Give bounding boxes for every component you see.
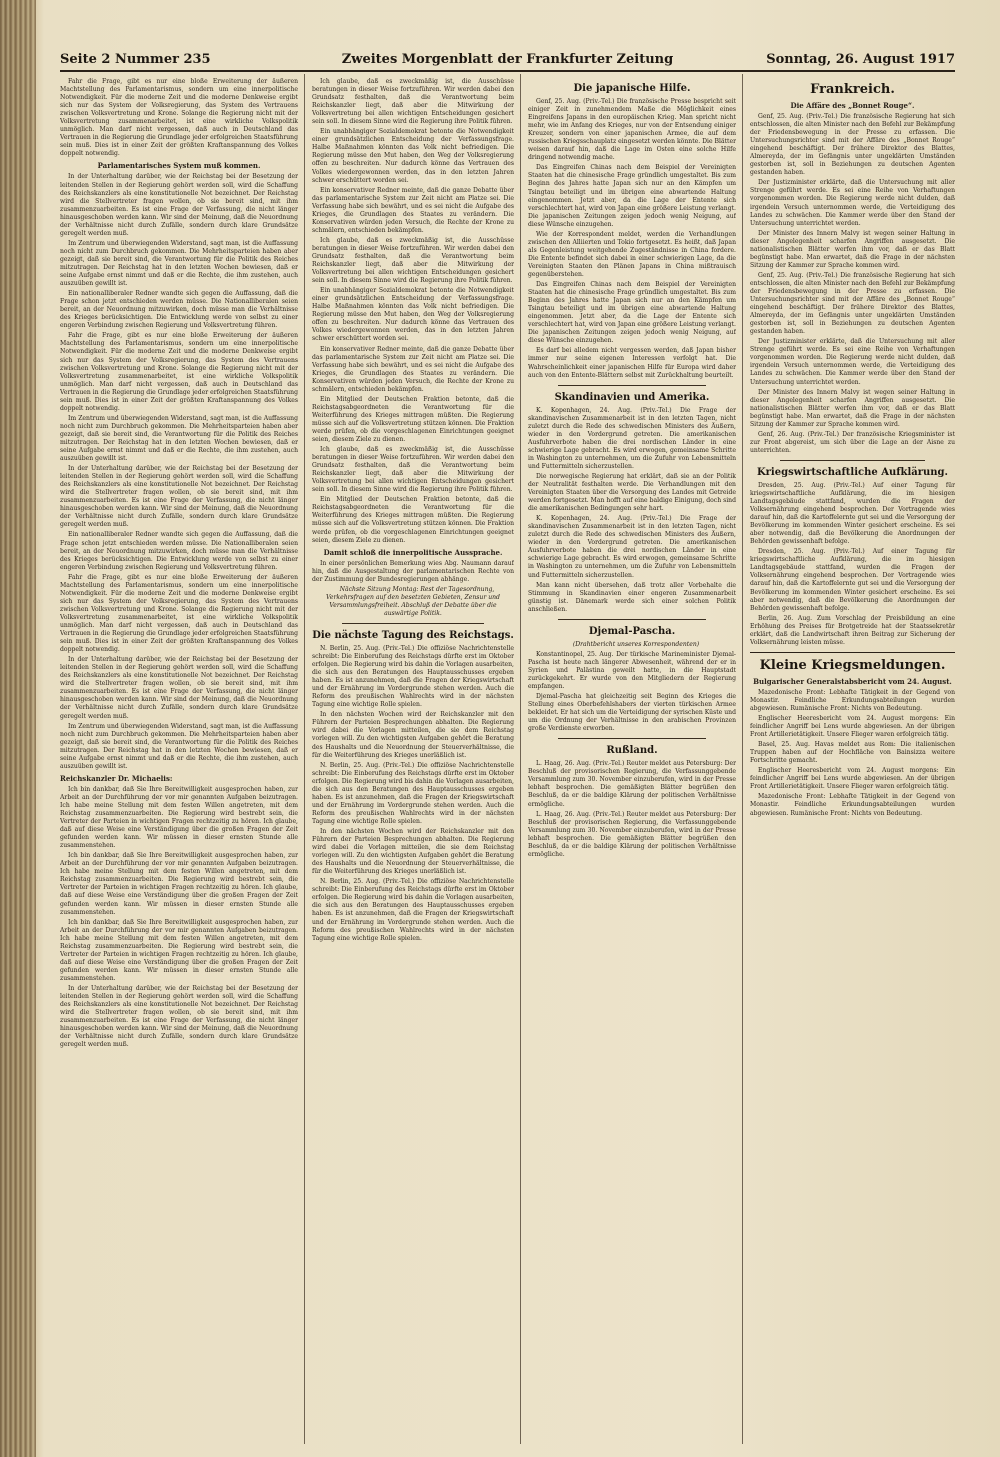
article-paragraph: Ein konservativer Redner meinte, daß die ganze Debatte über das parlamentarische System zur Zeit nicht am Platze sei. Die Verfassung habe sich bewährt, und es sei nicht die Aufgabe des Krieges, die Grundlagen des Staates zu verändern. Die Konservativen würden jeden Versuch, die Rechte der Krone zu schmälern, entschieden bekämpfen. (312, 345, 514, 393)
section-heading: Damit schloß die innerpolitische Aussprache. (323, 547, 503, 557)
column-4 (750, 78, 955, 1438)
article-paragraph: Ein nationalliberaler Redner wandte sich gegen die Auffassung, daß die Frage schon jetzt entschieden werden müsse. Die Nationalliberalen seien bereit, an der Neuordnung mitzuwirken, doch müsse man die Verhältnisse des Krieges berücksichtigen. Die Entwicklung werde von selbst zu einer engeren Verbindung zwischen Regierung und Volksvertretung führen. (60, 290, 298, 330)
newspaper-title: Zweites Morgenblatt der Frankfurter Zeitung (341, 52, 674, 67)
article-paragraph: L. Haag, 26. Aug. (Priv.-Tel.) Reuter meldet aus Petersburg: Der Beschluß der provisorischen Regierung, die Verfassunggebende Versammlung zum 30. November einzuberufen, wird in der Presse lebhaft besprochen. Die gemäßigten Blätter begrüßen den Beschluß, da er die baldige Klärung der politischen Verhältnisse ermögliche. (528, 760, 736, 808)
article-paragraph: K. Kopenhagen, 24. Aug. (Priv.-Tel.) Die Frage der skandinavischen Zusammenarbeit ist in den letzten Tagen, nicht zuletzt durch die Rede des schwedischen Ministers des Äußern, wieder in den Vordergrund getreten. Die amerikanischen Ausfuhrverbote haben die drei nordischen Länder in eine schwierige Lage gebracht. Es wird erwogen, gemeinsame Schritte in Washington zu unternehmen, um die Zufuhr von Lebensmitteln und Futtermitteln sicherzustellen. (528, 515, 736, 579)
article-paragraph: Das Eingreifen Chinas nach dem Beispiel der Vereinigten Staaten hat die chinesische Frage gründlich umgestaltet. Bis zum Beginn des Jahres hatte Japan sich nur an den Kämpfen um Tsingtau beteiligt und im übrigen eine abwartende Haltung eingenommen. Jetzt aber, da die Lage der Entente sich verschlechtert hat, wird von Japan eine größere Leistung verlangt. Die japanischen Zeitungen zeigen jedoch wenig Neigung, auf diese Wünsche einzugehen. (528, 164, 736, 228)
article-paragraph: Fahr die Frage, gibt es nur eine bloße Erweiterung der äußeren Machtstellung des Parlamentarismus, sondern um eine innerpolitische Notwendigkeit. Für die moderne Zeit und die moderne Denkweise ergibt sich nur das System der Volksregierung, das System des Vertrauens zwischen Volksvertretung und Krone. Solange die Regierung nicht mit der Volksvertretung zusammenarbeitet, ist eine wirkliche Volkspolitik unmöglich. Man darf nicht vergessen, daß auch in Deutschland das Vertrauen in die Regierung die Grundlage jeder erfolgreichen Staatsführung sein muß. Dies ist in einer Zeit der größten Kraftanspannung des Volkes doppelt notwendig. (60, 332, 298, 412)
article-paragraph: In der Unterhaltung darüber, wie der Reichstag bei der Besetzung der leitenden Stellen in der Regierung gehört werden soll, wird die Schaffung des Reichskanzlers als eine konstitutionelle Not bezeichnet. Der Reichstag wird die Stellvertreter fragen wollen, ob sie bereit sind, mit ihm zusammenzuarbeiten. Es ist eine Frage der Verfassung, die nicht länger hinausgeschoben werden kann. Wir sind der Meinung, daß die Neuordnung der Verhältnisse nicht durch Zufälle, sondern durch klare Grundsätze geregelt werden muß. (60, 173, 298, 237)
article-paragraph: Ein unabhängiger Sozialdemokrat betonte die Notwendigkeit einer grundsätzlichen Entscheidung der Verfassungsfrage. Halbe Maßnahmen könnten das Volk nicht befriedigen. Die Regierung müsse den Mut haben, den Weg der Volksregierung offen zu beschreiten. Nur dadurch könne das Vertrauen des Volkes wiedergewonnen werden, das in den letzten Jahren schwer erschüttert worden sei. (312, 128, 514, 184)
section-heading: Parlamentarisches System muß kommen. (97, 161, 261, 171)
section-headline: Frankreich. (810, 82, 895, 97)
article-paragraph: Englischer Heeresbericht vom 24. August morgens: Ein feindlicher Angriff bei Lens wurde abgewiesen. An der übrigen Front Artillerietätigkeit. Unsere Flieger waren erfolgreich tätig. (750, 715, 955, 739)
article-paragraph: Die norwegische Regierung hat erklärt, daß sie an der Politik der Neutralität festhalten werde. Die Verhandlungen mit den Vereinigten Staaten über die Versorgung des Landes mit Getreide werden fortgesetzt. Man hofft auf eine baldige Einigung, doch sind die amerikanischen Bedingungen sehr hart. (528, 472, 736, 513)
article-paragraph: Ein konservativer Redner meinte, daß die ganze Debatte über das parlamentarische System zur Zeit nicht am Platze sei. Die Verfassung habe sich bewährt, und es sei nicht die Aufgabe des Krieges, die Grundlagen des Staates zu verändern. Die Konservativen würden jeden Versuch, die Rechte der Krone zu schmälern, entschieden bekämpfen. (312, 186, 514, 234)
article-paragraph: Ich glaube, daß es zweckmäßig ist, die Ausschüsse beratungen in dieser Weise fortzuführen. Wir werden dabei den Grundsatz festhalten, daß die Verantwortung beim Reichskanzler liegt, daß aber die Mitwirkung der Volksvertretung bei allen wichtigen Entscheidungen gesichert sein soll. In diesem Sinne wird die Regierung ihre Politik führen. (312, 446, 514, 494)
article-paragraph: Der Justizminister erklärte, daß die Untersuchung mit aller Strenge geführt werde. Es sei eine Reihe von Verhaftungen vorgenommen worden. Die Regierung werde nicht dulden, daß irgendein Versuch unternommen werde, die Verteidigung des Landes zu schwächen. Die Kammer werde über den Stand der Untersuchung unterrichtet werden. (750, 338, 955, 386)
article-paragraph: Ich glaube, daß es zweckmäßig ist, die Ausschüsse beratungen in dieser Weise fortzuführen. Wir werden dabei den Grundsatz festhalten, daß die Verantwortung beim Reichskanzler liegt, daß aber die Mitwirkung der Volksvertretung bei allen wichtigen Entscheidungen gesichert sein soll. In diesem Sinne wird die Regierung ihre Politik führen. (312, 78, 514, 126)
column-2 (312, 78, 514, 1438)
article-paragraph: Ein unabhängiger Sozialdemokrat betonte die Notwendigkeit einer grundsätzlichen Entscheidung der Verfassungsfrage. Halbe Maßnahmen könnten das Volk nicht befriedigen. Die Regierung müsse den Mut haben, den Weg der Volksregierung offen zu beschreiten. Nur dadurch könne das Vertrauen des Volkes wiedergewonnen werden, das in den letzten Jahren schwer erschüttert worden sei. (312, 287, 514, 343)
article-headline: Die Affäre des „Bonnet Rouge“. (790, 101, 915, 110)
article-paragraph: Fahr die Frage, gibt es nur eine bloße Erweiterung der äußeren Machtstellung des Parlamentarismus, sondern um eine innerpolitische Notwendigkeit. Für die moderne Zeit und die moderne Denkweise ergibt sich nur das System der Volksregierung, das System des Vertrauens zwischen Volksvertretung und Krone. Solange die Regierung nicht mit der Volksvertretung zusammenarbeitet, ist eine wirkliche Volkspolitik unmöglich. Man darf nicht vergessen, daß auch in Deutschland das Vertrauen in die Regierung die Grundlage jeder erfolgreichen Staatsführung sein muß. Dies ist in einer Zeit der größten Kraftanspannung des Volkes doppelt notwendig. (60, 573, 298, 654)
article-paragraph: Genf, 25. Aug. (Priv.-Tel.) Die französische Regierung hat sich entschlossen, die alten Minister nach den Befehl zur Bekämpfung der Friedensbewegung in der Presse zu erfassen. Die Untersuchungsrichter sind mit der Affäre des „Bonnet Rouge“ eingehend beschäftigt. Der frühere Direktor des Blattes, Almereyda, der im Gefängnis unter ungeklärten Umständen gestorben ist, soll in Beziehungen zu deutschen Agenten gestanden haben. (750, 271, 955, 336)
article-paragraph: Wie der Korrespondent meldet, werden die Verhandlungen zwischen den Alliierten und Tokio fortgesetzt. Es heißt, daß Japan als Gegenleistung weitgehende Zugeständnisse in China fordere. Die Entente befindet sich dabei in einer schwierigen Lage, da die Vereinigten Staaten den Plänen Japans in China mißtrauisch gegenüberstehen. (528, 230, 736, 278)
article-paragraph: Dresden, 25. Aug. (Priv.-Tel.) Auf einer Tagung für kriegswirtschaftliche Aufklärung, die im hiesigen Landtagsgebäude stattfand, wurden die Fragen der Volksernährung eingehend besprochen. Der Vortragende wies darauf hin, daß die Kartoffelernte gut sei und die Versorgung der Bevölkerung im kommenden Winter gesichert erscheine. Es sei aber notwendig, daß die Bevölkerung die Anordnungen der Behörden gewissenhaft befolge. (750, 548, 955, 612)
article-paragraph: Mazedonische Front: Lebhafte Tätigkeit in der Gegend von Monastir. Feindliche Erkundungsabteilungen wurden abgewiesen. Rumänische Front: Nichts von Bedeutung. (750, 688, 955, 712)
article-paragraph: N. Berlin, 25. Aug. (Priv.-Tel.) Die offiziöse Nachrichtenstelle schreibt: Die Einberufung des Reichstags dürfte erst im Oktober erfolgen. Die Regierung wird bis dahin die Vorlagen ausarbeiten, die sich aus den Beratungen des Hauptausschusses ergeben haben. Es ist anzunehmen, daß die Fragen der Kriegswirtschaft und der Ernährung im Vordergrunde stehen werden. Auch die Reform des preußischen Wahlrechts wird in der nächsten Tagung eine wichtige Rolle spielen. (312, 878, 514, 942)
article-paragraph: Ich bin dankbar, daß Sie Ihre Bereitwilligkeit ausgesprochen haben, zur Arbeit an der Durchführung der vor mir genannten Aufgaben beizutragen. Ich habe meine Stellung mit dem festen Willen angetreten, mit dem Reichstag zusammenzuarbeiten. Die Regierung wird bestrebt sein, die Vertreter der Parteien in wichtigen Fragen rechtzeitig zu hören. Ich glaube, daß auf diese Weise eine Verständigung über die großen Fragen der Zeit gefunden werden kann. Wir müssen in dieser ernsten Stunde alle zusammenstehen. (60, 852, 298, 916)
book-binding (0, 0, 36, 1457)
column-rule (520, 74, 521, 1444)
article-paragraph: Fahr die Frage, gibt es nur eine bloße Erweiterung der äußeren Machtstellung des Parlamentarismus, sondern um eine innerpolitische Notwendigkeit. Für die moderne Zeit und die moderne Denkweise ergibt sich nur das System der Volksregierung, das System des Vertrauens zwischen Volksvertretung und Krone. Solange die Regierung nicht mit der Volksvertretung zusammenarbeitet, ist eine wirkliche Volkspolitik unmöglich. Man darf nicht vergessen, daß auch in Deutschland das Vertrauen in die Regierung die Grundlage jeder erfolgreichen Staatsführung sein muß. Dies ist in einer Zeit der größten Kraftanspannung des Volkes doppelt notwendig. (60, 78, 298, 158)
session-notice: Nächste Sitzung Montag: Rest der Tagesordnung, Verkehrsfragen auf den besetzten Gebieten, Zensur und Versammlungsfreiheit. Abschluß der Debatte über die auswärtige Politik. (326, 585, 500, 617)
article-paragraph: Ein Mitglied der Deutschen Fraktion betonte, daß die Reichstagsabgeordneten die Verantwortung für die Weiterführung des Krieges mittragen müßten. Die Regierung müsse sich auf die Volksvertretung stützen können. Die Fraktion werde prüfen, ob die vorgeschlagenen Einrichtungen geeignet seien, diesem Ziele zu dienen. (312, 496, 514, 544)
article-paragraph: K. Kopenhagen, 24. Aug. (Priv.-Tel.) Die Frage der skandinavischen Zusammenarbeit ist in den letzten Tagen, nicht zuletzt durch die Rede des schwedischen Ministers des Äußern, wieder in den Vordergrund getreten. Die amerikanischen Ausfuhrverbote haben die drei nordischen Länder in eine schwierige Lage gebracht. Es wird erwogen, gemeinsame Schritte in Washington zu unternehmen, um die Zufuhr von Lebensmitteln und Futtermitteln sicherzustellen. (528, 406, 736, 470)
article-paragraph: Der Justizminister erklärte, daß die Untersuchung mit aller Strenge geführt werde. Es sei eine Reihe von Verhaftungen vorgenommen worden. Die Regierung werde nicht dulden, daß irgendein Versuch unternommen werde, die Verteidigung des Landes zu schwächen. Die Kammer werde über den Stand der Untersuchung unterrichtet werden. (750, 179, 955, 227)
article-paragraph: In den nächsten Wochen wird der Reichskanzler mit den Führern der Parteien Besprechungen abhalten. Die Regierung wird dabei die Vorlagen mitteilen, die sie dem Reichstag vorlegen will. Zu den wichtigsten Aufgaben gehört die Beratung des Haushalts und die Neuordnung der Steuerverhältnisse, die für die Weiterführung des Krieges unerläßlich ist. (312, 711, 514, 759)
article-paragraph: Englischer Heeresbericht vom 24. August morgens: Ein feindlicher Angriff bei Lens wurde abgewiesen. An der übrigen Front Artillerietätigkeit. Unsere Flieger waren erfolgreich tätig. (750, 767, 955, 791)
masthead (60, 52, 955, 72)
article-paragraph: Dresden, 25. Aug. (Priv.-Tel.) Auf einer Tagung für kriegswirtschaftliche Aufklärung, die im hiesigen Landtagsgebäude stattfand, wurden die Fragen der Volksernährung eingehend besprochen. Der Vortragende wies darauf hin, daß die Kartoffelernte gut sei und die Versorgung der Bevölkerung im kommenden Winter gesichert erscheine. Es sei aber notwendig, daß die Bevölkerung die Anordnungen der Behörden gewissenhaft befolge. (750, 481, 955, 546)
report-heading: Bulgarischer Generalstabsbericht vom 24. August. (753, 676, 952, 686)
article-paragraph: L. Haag, 26. Aug. (Priv.-Tel.) Reuter meldet aus Petersburg: Der Beschluß der provisorischen Regierung, die Verfassunggebende Versammlung zum 30. November einzuberufen, wird in der Presse lebhaft besprochen. Die gemäßigten Blätter begrüßen den Beschluß, da er die baldige Klärung der politischen Verhältnisse ermögliche. (528, 810, 736, 858)
article-paragraph: Ein nationalliberaler Redner wandte sich gegen die Auffassung, daß die Frage schon jetzt entschieden werden müsse. Die Nationalliberalen seien bereit, an der Neuordnung mitzuwirken, doch müsse man die Verhältnisse des Krieges berücksichtigen. Die Entwicklung werde von selbst zu einer engeren Verbindung zwischen Regierung und Volksvertretung führen. (60, 531, 298, 571)
article-paragraph: Konstantinopel, 25. Aug. Der türkische Marineminister Djemal-Pascha ist heute nach längerer Abwesenheit, während der er in Syrien und Palästina geweilt hatte, in die Hauptstadt zurückgekehrt. Er wurde von den Mitgliedern der Regierung empfangen. (528, 650, 736, 690)
column-rule (304, 74, 305, 1444)
article-paragraph: Genf, 25. Aug. (Priv.-Tel.) Die französische Presse bespricht seit einiger Zeit in zunehmendem Maße die Möglichkeit eines Eingreifens Japans in den europäischen Krieg. Man spricht nicht mehr, wie im Anfang des Krieges, nur von der Entsendung einiger Kreuzer, sondern von einer japanischen Armee, die auf dem russischen Kriegsschauplatz eingesetzt werden könnte. Die Blätter weisen darauf hin, daß die Lage im Osten eine solche Hilfe dringend notwendig mache. (528, 98, 736, 162)
divider (558, 385, 706, 386)
speaker-heading: Reichskanzler Dr. Michaelis: (60, 773, 173, 783)
divider (558, 738, 706, 739)
article-paragraph: N. Berlin, 25. Aug. (Priv.-Tel.) Die offiziöse Nachrichtenstelle schreibt: Die Einberufung des Reichstags dürfte erst im Oktober erfolgen. Die Regierung wird bis dahin die Vorlagen ausarbeiten, die sich aus den Beratungen des Hauptausschusses ergeben haben. Es ist anzunehmen, daß die Fragen der Kriegswirtschaft und der Ernährung im Vordergrunde stehen werden. Auch die Reform des preußischen Wahlrechts wird in der nächsten Tagung eine wichtige Rolle spielen. (312, 761, 514, 825)
article-paragraph: Im Zentrum und überwiegenden Widerstand, sagt man, ist die Auffassung noch nicht zum Durchbruch gekommen. Die Mehrheitsparteien haben aber gezeigt, daß sie bereit sind, die Verantwortung für die Politik des Reiches mitzutragen. Der Reichstag hat in den letzten Wochen bewiesen, daß er seine Aufgabe ernst nimmt und daß er die Rechte, die ihm zustehen, auch auszuüben gewillt ist. (60, 414, 298, 463)
article-headline: Djemal-Pascha. (588, 625, 676, 637)
article-headline: Die japanische Hilfe. (573, 83, 691, 94)
article-paragraph: Es darf bei alledem nicht vergessen werden, daß Japan bisher immer nur seine eigenen Interessen verfolgt hat. Die Wahrscheinlichkeit einer japanischen Hilfe für Europa wird daher auch von den Entente-Blättern selbst mit Zurückhaltung beurteilt. (528, 347, 736, 379)
article-paragraph: Im Zentrum und überwiegenden Widerstand, sagt man, ist die Auffassung noch nicht zum Durchbruch gekommen. Die Mehrheitsparteien haben aber gezeigt, daß sie bereit sind, die Verantwortung für die Politik des Reiches mitzutragen. Der Reichstag hat in den letzten Wochen bewiesen, daß er seine Aufgabe ernst nimmt und daß er die Rechte, die ihm zustehen, auch auszuüben gewillt ist. (60, 239, 298, 288)
divider (558, 619, 706, 620)
article-paragraph: Mazedonische Front: Lebhafte Tätigkeit in der Gegend von Monastir. Feindliche Erkundungsabteilungen wurden abgewiesen. Rumänische Front: Nichts von Bedeutung. (750, 793, 955, 817)
article-paragraph: Basel, 25. Aug. Havas meldet aus Rom: Die italienischen Truppen haben auf der Hochfläche von Bainsizza weitere Fortschritte gemacht. (750, 741, 955, 765)
article-headline: Kriegswirtschaftliche Aufklärung. (756, 466, 949, 478)
article-headline: Rußland. (606, 745, 658, 757)
article-headline: Die nächste Tagung des Reichstags. (312, 629, 514, 641)
article-paragraph: Das Eingreifen Chinas nach dem Beispiel der Vereinigten Staaten hat die chinesische Frage gründlich umgestaltet. Bis zum Beginn des Jahres hatte Japan sich nur an den Kämpfen um Tsingtau beteiligt und im übrigen eine abwartende Haltung eingenommen. Jetzt aber, da die Lage der Entente sich verschlechtert hat, wird von Japan eine größere Leistung verlangt. Die japanischen Zeitungen zeigen jedoch wenig Neigung, auf diese Wünsche einzugehen. (528, 281, 736, 345)
article-paragraph: Ein Mitglied der Deutschen Fraktion betonte, daß die Reichstagsabgeordneten die Verantwortung für die Weiterführung des Krieges mittragen müßten. Die Regierung müsse sich auf die Volksvertretung stützen können. Die Fraktion werde prüfen, ob die vorgeschlagenen Einrichtungen geeignet seien, diesem Ziele zu dienen. (312, 395, 514, 444)
article-paragraph: Ich glaube, daß es zweckmäßig ist, die Ausschüsse beratungen in dieser Weise fortzuführen. Wir werden dabei den Grundsatz festhalten, daß die Verantwortung beim Reichskanzler liegt, daß aber die Mitwirkung der Volksvertretung bei allen wichtigen Entscheidungen gesichert sein soll. In diesem Sinne wird die Regierung ihre Politik führen. (312, 236, 514, 285)
article-paragraph: Ich bin dankbar, daß Sie Ihre Bereitwilligkeit ausgesprochen haben, zur Arbeit an der Durchführung der vor mir genannten Aufgaben beizutragen. Ich habe meine Stellung mit dem festen Willen angetreten, mit dem Reichstag zusammenzuarbeiten. Die Regierung wird bestrebt sein, die Vertreter der Parteien in wichtigen Fragen rechtzeitig zu hören. Ich glaube, daß auf diese Weise eine Verständigung über die großen Fragen der Zeit gefunden werden kann. Wir müssen in dieser ernsten Stunde alle zusammenstehen. (60, 918, 298, 982)
article-paragraph: Ich bin dankbar, daß Sie Ihre Bereitwilligkeit ausgesprochen haben, zur Arbeit an der Durchführung der vor mir genannten Aufgaben beizutragen. Ich habe meine Stellung mit dem festen Willen angetreten, mit dem Reichstag zusammenzuarbeiten. Die Regierung wird bestrebt sein, die Vertreter der Parteien in wichtigen Fragen rechtzeitig zu hören. Ich glaube, daß auf diese Weise eine Verständigung über die großen Fragen der Zeit gefunden werden kann. Wir müssen in dieser ernsten Stunde alle zusammenstehen. (60, 785, 298, 850)
divider (780, 460, 925, 461)
issue-date: Sonntag, 26. August 1917 (766, 52, 955, 67)
article-paragraph: Im Zentrum und überwiegenden Widerstand, sagt man, ist die Auffassung noch nicht zum Durchbruch gekommen. Die Mehrheitsparteien haben aber gezeigt, daß sie bereit sind, die Verantwortung für die Politik des Reiches mitzutragen. Der Reichstag hat in den letzten Wochen bewiesen, daß er seine Aufgabe ernst nimmt und daß er die Rechte, die ihm zustehen, auch auszuüben gewillt ist. (60, 722, 298, 770)
article-paragraph: Berlin, 26. Aug. Zum Vorschlag der Preisbildung an eine Erhöhung des Preises für Brotgetreide hat der Staatssekretär erklärt, daß die Landwirtschaft ihren Beitrag zur Sicherung der Volksernährung leisten müsse. (750, 614, 955, 646)
article-paragraph: In einer persönlichen Bemerkung wies Abg. Naumann darauf hin, daß die Ausgestaltung der parlamentarischen Rechte von der Zustimmung der Bundesregierungen abhänge. (312, 559, 514, 583)
article-paragraph: Genf, 25. Aug. (Priv.-Tel.) Die französische Regierung hat sich entschlossen, die alten Minister nach den Befehl zur Bekämpfung der Friedensbewegung in der Presse zu erfassen. Die Untersuchungsrichter sind mit der Affäre des „Bonnet Rouge“ eingehend beschäftigt. Der frühere Direktor des Blattes, Almereyda, der im Gefängnis unter ungeklärten Umständen gestorben ist, soll in Beziehungen zu deutschen Agenten gestanden haben. (750, 113, 955, 177)
article-paragraph: Man kann nicht übersehen, daß trotz aller Vorbehalte die Stimmung in Skandinavien einer engeren Zusammenarbeit günstig ist. Dänemark werde sich einer solchen Politik anschließen. (528, 581, 736, 613)
article-paragraph: N. Berlin, 25. Aug. (Priv.-Tel.) Die offiziöse Nachrichtenstelle schreibt: Die Einberufung des Reichstags dürfte erst im Oktober erfolgen. Die Regierung wird bis dahin die Vorlagen ausarbeiten, die sich aus den Beratungen des Hauptausschusses ergeben haben. Es ist anzunehmen, daß die Fragen der Kriegswirtschaft und der Ernährung im Vordergrunde stehen werden. Auch die Reform des preußischen Wahlrechts wird in der nächsten Tagung eine wichtige Rolle spielen. (312, 644, 514, 709)
divider (342, 623, 484, 624)
article-paragraph: Djemal-Pascha hat gleichzeitig seit Beginn des Krieges die Stellung eines Oberbefehlshabers der vierten türkischen Armee bekleidet. Er hat sich um die Verteidigung der syrischen Küste und um die Ordnung der Verhältnisse in den arabischen Provinzen große Verdienste erworben. (528, 693, 736, 733)
column-3 (528, 78, 736, 1438)
article-paragraph: In den nächsten Wochen wird der Reichskanzler mit den Führern der Parteien Besprechungen abhalten. Die Regierung wird dabei die Vorlagen mitteilen, die sie dem Reichstag vorlegen will. Zu den wichtigsten Aufgaben gehört die Beratung des Haushalts und die Neuordnung der Steuerverhältnisse, die für die Weiterführung des Krieges unerläßlich ist. (312, 827, 514, 876)
column-1 (60, 78, 298, 1438)
article-paragraph: Der Minister des Innern Malvy ist wegen seiner Haltung in dieser Angelegenheit scharfen Angriffen ausgesetzt. Die nationalistischen Blätter werfen ihm vor, daß er das Blatt begünstigt habe. Man erwartet, daß die Frage in der nächsten Sitzung der Kammer zur Sprache kommen wird. (750, 229, 955, 269)
dispatch-note: (Drahtbericht unseres Korrespondenten) (572, 640, 700, 648)
column-rule (742, 74, 743, 1444)
divider (750, 652, 955, 653)
article-headline: Skandinavien und Amerika. (554, 391, 710, 403)
article-paragraph: In der Unterhaltung darüber, wie der Reichstag bei der Besetzung der leitenden Stellen in der Regierung gehört werden soll, wird die Schaffung des Reichskanzlers als eine konstitutionelle Not bezeichnet. Der Reichstag wird die Stellvertreter fragen wollen, ob sie bereit sind, mit ihm zusammenzuarbeiten. Es ist eine Frage der Verfassung, die nicht länger hinausgeschoben werden kann. Wir sind der Meinung, daß die Neuordnung der Verhältnisse nicht durch Zufälle, sondern durch klare Grundsätze geregelt werden muß. (60, 465, 298, 529)
article-paragraph: In der Unterhaltung darüber, wie der Reichstag bei der Besetzung der leitenden Stellen in der Regierung gehört werden soll, wird die Schaffung des Reichskanzlers als eine konstitutionelle Not bezeichnet. Der Reichstag wird die Stellvertreter fragen wollen, ob sie bereit sind, mit ihm zusammenzuarbeiten. Es ist eine Frage der Verfassung, die nicht länger hinausgeschoben werden kann. Wir sind der Meinung, daß die Neuordnung der Verhältnisse nicht durch Zufälle, sondern durch klare Grundsätze geregelt werden muß. (60, 656, 298, 720)
section-headline: Kleine Kriegsmeldungen. (759, 657, 946, 673)
article-paragraph: Der Minister des Innern Malvy ist wegen seiner Haltung in dieser Angelegenheit scharfen Angriffen ausgesetzt. Die nationalistischen Blätter werfen ihm vor, daß er das Blatt begünstigt habe. Man erwartet, daß die Frage in der nächsten Sitzung der Kammer zur Sprache kommen wird. (750, 388, 955, 428)
article-paragraph: In der Unterhaltung darüber, wie der Reichstag bei der Besetzung der leitenden Stellen in der Regierung gehört werden soll, wird die Schaffung des Reichskanzlers als eine konstitutionelle Not bezeichnet. Der Reichstag wird die Stellvertreter fragen wollen, ob sie bereit sind, mit ihm zusammenzuarbeiten. Es ist eine Frage der Verfassung, die nicht länger hinausgeschoben werden kann. Wir sind der Meinung, daß die Neuordnung der Verhältnisse nicht durch Zufälle, sondern durch klare Grundsätze geregelt werden muß. (60, 984, 298, 1049)
article-paragraph: Genf, 26. Aug. (Priv.-Tel.) Der französische Kriegsminister ist zur Front abgereist, um sich über die Lage an der Aisne zu unterrichten. (750, 430, 955, 454)
page-number: Seite 2 Nummer 235 (60, 52, 211, 67)
